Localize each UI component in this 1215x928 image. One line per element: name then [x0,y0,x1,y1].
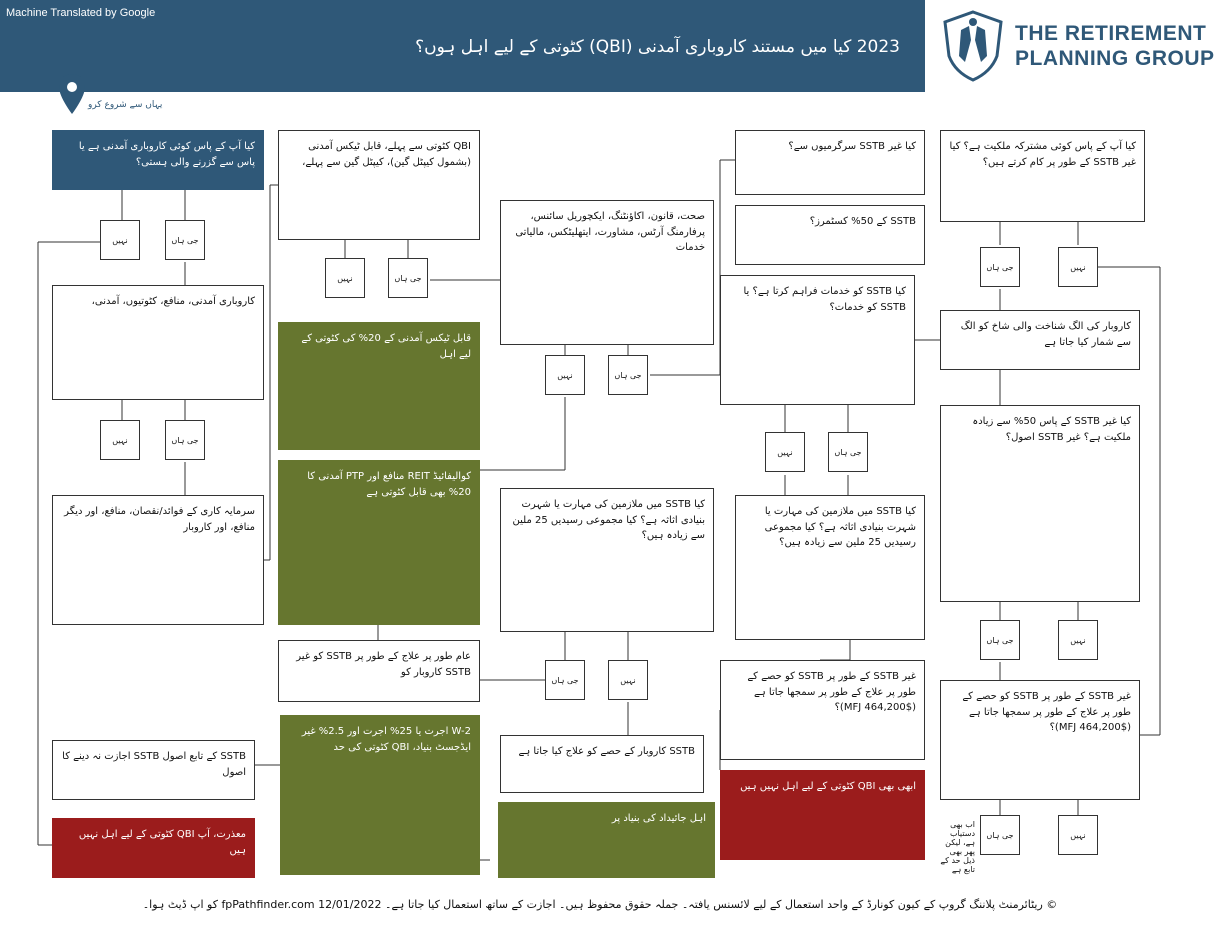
question-passthrough: کیا آپ کے پاس کوئی کاروباری آمدنی ہے یا پاس سے گزرنے والی ہستی؟ [52,130,264,190]
logo-line-2: PLANNING GROUP [1015,47,1215,70]
answer-yes: جی ہاں [165,420,205,460]
machine-translated-label: Machine Translated by Google [6,7,156,19]
question-sstb-fields: صحت، قانون، اکاؤنٹنگ، ایکچوریل سائنس، پرفارمنگ آرٹس، مشاورت، ایتھلیٹکس، مالیاتی خدمات [500,200,714,345]
question-sstb-rules: SSTB کے تابع اصول SSTB اجازت نہ دینے کا اصول [52,740,255,800]
note-still-available: اب بھی دستیاب ہے، لیکن پھر بھی ذیل حد کے تابع ہے [940,820,975,874]
result-wage-limit: W-2 اجرت یا 25% اجرت اور 2.5% غیر ایڈجسٹ بنیاد، QBI کٹوتی کی حد [280,715,480,875]
answer-no: نہیں [608,660,648,700]
question-employee-skill: کیا SSTB میں ملازمین کی مہارت یا شہرت بنیادی اثاثہ ہے؟ کیا مجموعی رسیدیں 25 ملین سے زیادہ ہیں؟ [500,488,714,632]
question-income-threshold: غیر SSTB کے طور پر SSTB کو حصے کے طور پر علاج کے طور پر سمجھا جاتا ہے ($464,200 MFJ)؟ [940,680,1140,800]
question-sstb-customers: SSTB کے 50% کسٹمرز؟ [735,205,925,265]
logo-line-1: THE RETIREMENT [1015,22,1207,45]
answer-no: نہیں [100,220,140,260]
answer-no: نہیں [765,432,805,472]
location-pin-icon [57,72,87,116]
question-sstb-part: SSTB کاروبار کے حصے کو علاج کیا جاتا ہے [500,735,704,793]
answer-no: نہیں [1058,815,1098,855]
answer-no: نہیں [1058,247,1098,287]
result-property-basis: اہل جائیداد کی بنیاد پر [498,802,715,878]
question-non-sstb: کیا غیر SSTB سرگرمیوں سے؟ [735,130,925,195]
answer-yes: جی ہاں [980,620,1020,660]
result-still-not-eligible: ابھی بھی QBI کٹوتی کے لیے اہل نہیں ہیں [720,770,925,860]
answer-yes: جی ہاں [980,815,1020,855]
answer-yes: جی ہاں [165,220,205,260]
question-50-percent: کیا غیر SSTB کے پاس 50% سے زیادہ ملکیت ہے؟ غیر SSTB اصول؟ [940,405,1140,602]
result-reit-ptp: کوالیفائیڈ REIT منافع اور PTP آمدنی کا 20% بھی قابل کٹوتی ہے [278,460,480,625]
result-20-percent: قابل ٹیکس آمدنی کے 20% کی کٹوتی کے لیے اہل [278,322,480,450]
answer-yes: جی ہاں [388,258,428,298]
answer-yes: جی ہاں [545,660,585,700]
question-sstb-law: عام طور پر علاج کے طور پر SSTB کو غیر SSTB کاروبار کو [278,640,480,702]
question-treated-as-sstb: غیر SSTB کے طور پر SSTB کو حصے کے طور پر علاج کے طور پر سمجھا جاتا ہے ($464,200 MFJ)؟ [720,660,925,760]
answer-yes: جی ہاں [828,432,868,472]
question-other-gains: سرمایہ کاری کے فوائد/نقصان، منافع، اور دیگر منافع، اور کاروبار [52,495,264,625]
shield-logo-icon [941,10,1005,82]
answer-no: نہیں [325,258,365,298]
page-title: 2023 کیا میں مستند کاروباری آمدنی (QBI) کٹوتی کے لیے اہل ہوں؟ [415,37,900,57]
question-taxable-income: QBI کٹوتی سے پہلے، قابل ٹیکس آمدنی (بشمول کیپٹل گین)، کیپٹل گین سے پہلے، [278,130,480,240]
question-sstb-services: کیا SSTB کو خدمات فراہم کرتا ہے؟ یا SSTB کو خدمات؟ [720,275,915,405]
question-partner: کیا آپ کے پاس کوئی مشترکہ ملکیت ہے؟ کیا غیر SSTB کے طور پر کام کرتے ہیں؟ [940,130,1145,222]
answer-yes: جی ہاں [608,355,648,395]
question-separate-branch: کاروبار کی الگ شناخت والی شاخ کو الگ سے شمار کیا جاتا ہے [940,310,1140,370]
answer-no: نہیں [100,420,140,460]
start-label: یہاں سے شروع کرو [88,100,163,110]
question-gross-receipts: کیا SSTB میں ملازمین کی مہارت یا شہرت بنیادی اثاثہ ہے؟ کیا مجموعی رسیدیں 25 ملین سے زیادہ ہیں؟ [735,495,925,640]
result-not-eligible: معذرت، آپ QBI کٹوتی کے لیے اہل نہیں ہیں [52,818,255,878]
footer-copyright: © ریٹائرمنٹ پلاننگ گروپ کے کیون کونارڈ کے واحد استعمال کے لیے لائسنس یافتہ۔ جملہ حقوق محفوظ ہیں۔ اجازت کے ساتھ استعمال کیا جاتا ہے۔ fpPathfinder.com 12/01/2022 کو اپ ڈیٹ ہوا۔ [142,898,1058,911]
answer-no: نہیں [1058,620,1098,660]
answer-yes: جی ہاں [980,247,1020,287]
logo [925,0,1215,92]
answer-no: نہیں [545,355,585,395]
question-income: کاروباری آمدنی، منافع، کٹوتیوں، آمدنی، [52,285,264,400]
